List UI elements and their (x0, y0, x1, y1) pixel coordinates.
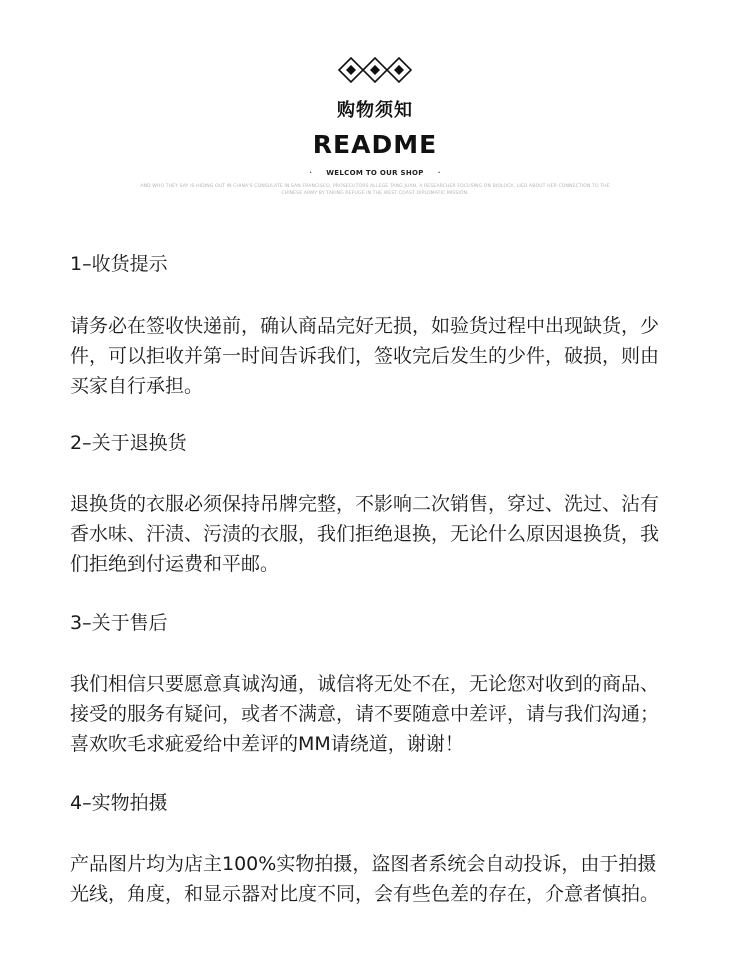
section-title: 4–实物拍摄 (70, 792, 168, 814)
section-title: 3–关于售后 (70, 612, 168, 634)
body-line: 退换货的衣服必须保持吊牌完整，不影响二次销售，穿过、洗过、沾有 (70, 493, 660, 515)
body-line: 香水味、汗渍、污渍的衣服，我们拒绝退换，无论什么原因退换货，我 (70, 523, 660, 545)
body-line: 产品图片均为店主100%实物拍摄，盗图者系统会自动投诉，由于拍摄 (70, 853, 657, 875)
bullet-dot-icon: · (437, 169, 441, 177)
tagline-text: WELCOM TO OUR SHOP (326, 169, 424, 177)
body-line: 喜欢吹毛求疵爱给中差评的MM请绕道，谢谢！ (70, 733, 464, 755)
section-body (70, 849, 695, 909)
section-title: 2–关于退换货 (70, 432, 187, 454)
page-header (0, 0, 750, 210)
body-line: 买家自行承担。 (70, 375, 204, 397)
diamond-ornament-icon (337, 56, 413, 84)
decorative-fineprint: AND WHO THEY SAY IS HIDING OUT IN CHINA'S CONSULATE IN SAN FRANCISCO, PROSECUTORS ALLEGE TANG JUAN, A RESEARCHER FOCUSING ON BIOLOGY, LIED ABOUT HER CONNECTION TO THE CHINESE ARMY BY TAKING REFUGE IN THE WEST COAST DIPLOMATIC MISSION. (140, 184, 610, 196)
body-line: 我们相信只要愿意真诚沟通，诚信将无处不在，无论您对收到的商品、 (70, 673, 660, 695)
section-body (70, 311, 695, 401)
body-line: 件，可以拒收并第一时间告诉我们，签收完后发生的少件，破损，则由 (70, 345, 660, 367)
body-line: 光线，角度，和显示器对比度不同，会有些色差的存在，介意者慎拍。 (70, 883, 660, 905)
page-title-en: README (312, 130, 438, 159)
section-body (70, 489, 695, 579)
body-line: 们拒绝到付运费和平邮。 (70, 553, 280, 575)
section-body (70, 669, 695, 759)
page-title-zh: 购物须知 (337, 100, 413, 121)
shop-tagline (0, 168, 750, 178)
section-title: 1–收货提示 (70, 253, 168, 275)
bullet-dot-icon: · (309, 169, 313, 177)
body-line: 接受的服务有疑问，或者不满意，请不要随意中差评，请与我们沟通； (70, 703, 660, 725)
body-line: 请务必在签收快递前，确认商品完好无损，如验货过程中出现缺货，少 (70, 315, 660, 337)
